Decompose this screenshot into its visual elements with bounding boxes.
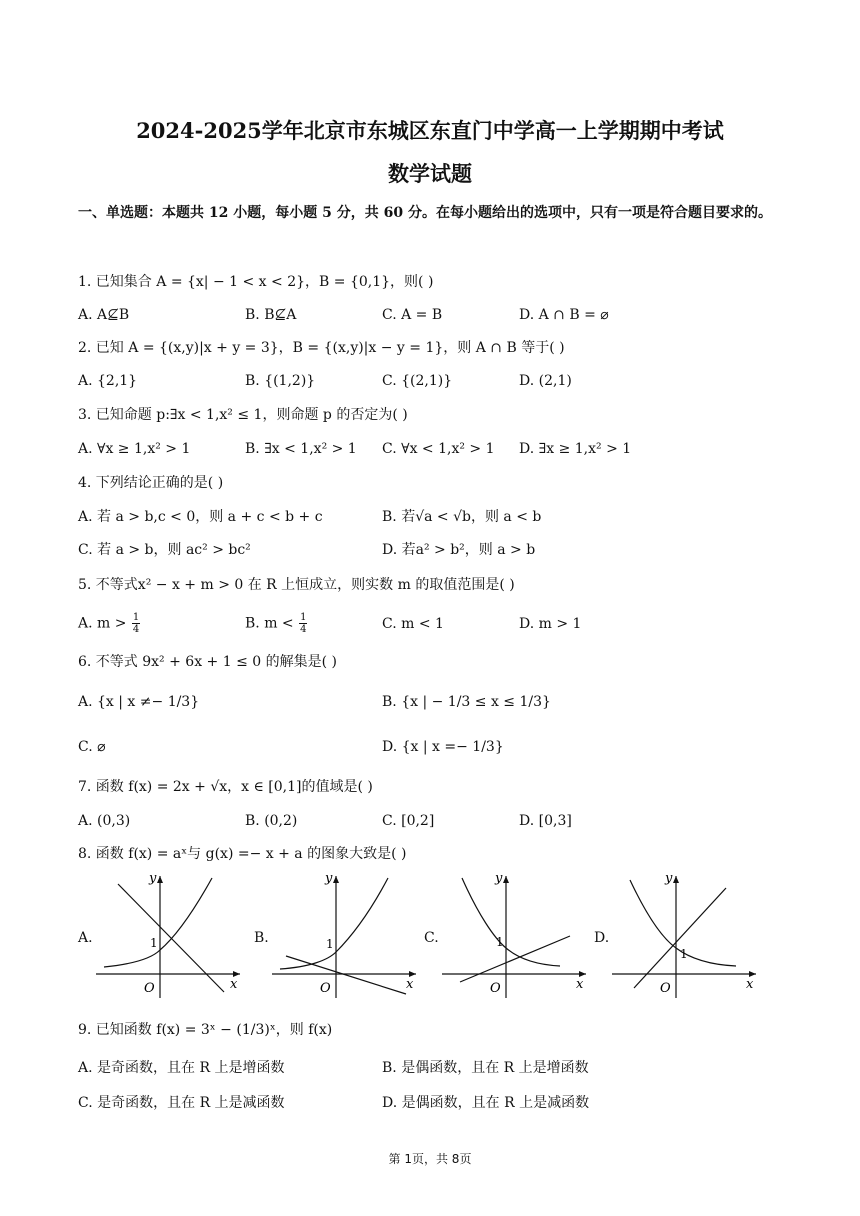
q5-option-a-text: A. m > <box>78 615 131 632</box>
q9-option-d: D. 是偶函数，且在 R 上是减函数 <box>382 1095 590 1111</box>
q5-option-b-text: B. m < <box>245 615 299 632</box>
y-axis-label: y <box>325 871 333 886</box>
q8-figure-d-label: D. <box>594 930 610 946</box>
q6-option-b: B. {x | − 1/3 ≤ x ≤ 1/3} <box>382 694 551 710</box>
q8-figure-a-label: A. <box>78 930 93 946</box>
q6-option-d: D. {x | x =− 1/3} <box>382 739 504 755</box>
q1-option-c: C. A = B <box>382 307 443 323</box>
exam-subtitle: 数学试题 <box>388 161 472 186</box>
tick-label-one: 1 <box>150 936 158 950</box>
y-axis-label: y <box>495 871 503 886</box>
q7-option-a: A. (0,3) <box>78 813 131 829</box>
x-axis-label: x <box>230 977 238 992</box>
tick-label-one: 1 <box>326 937 334 951</box>
section-header: 一、单选题：本题共 12 小题，每小题 5 分，共 60 分。在每小题给出的选项中，只有一项是符合题目要求的。 <box>78 205 772 221</box>
question-1-stem: 1. 已知集合 A = {x| − 1 < x < 2}，B = {0,1}，则( ) <box>78 274 434 290</box>
question-9-stem: 9. 已知函数 f(x) = 3ˣ − (1/3)ˣ，则 f(x) <box>78 1022 333 1038</box>
x-axis-label: x <box>576 977 584 992</box>
q7-option-b: B. (0,2) <box>245 813 298 829</box>
origin-label: O <box>490 981 501 996</box>
q3-option-c: C. ∀x < 1,x² > 1 <box>382 441 495 457</box>
graph-d <box>610 870 760 1000</box>
origin-label: O <box>320 981 331 996</box>
q3-option-a: A. ∀x ≥ 1,x² > 1 <box>78 441 191 457</box>
q2-option-c: C. {(2,1)} <box>382 373 453 389</box>
question-7-stem: 7. 函数 f(x) = 2x + √x，x ∈ [0,1]的值域是( ) <box>78 779 373 795</box>
x-axis-label: x <box>746 977 754 992</box>
question-2-stem: 2. 已知 A = {(x,y)|x + y = 3}，B = {(x,y)|x − y = 1}，则 A ∩ B 等于( ) <box>78 340 565 356</box>
q5-option-d: D. m > 1 <box>519 616 582 632</box>
q8-figure-b <box>254 870 424 1000</box>
tick-label-one: 1 <box>680 947 688 961</box>
fraction: $\frac{1}{4}$ <box>300 612 307 635</box>
origin-label: O <box>144 981 155 996</box>
y-axis-label: y <box>665 871 673 886</box>
q3-option-d: D. ∃x ≥ 1,x² > 1 <box>519 441 632 457</box>
x-axis-label: x <box>406 977 414 992</box>
q7-option-c: C. [0,2] <box>382 813 435 829</box>
graph-a <box>94 870 244 1000</box>
q1-option-a: A. A⊈B <box>78 307 130 323</box>
q1-option-d: D. A ∩ B = ⌀ <box>519 307 609 323</box>
q4-option-a: A. 若 a > b,c < 0，则 a + c < b + c <box>78 509 323 525</box>
tick-label-one: 1 <box>496 935 504 949</box>
q7-option-d: D. [0,3] <box>519 813 572 829</box>
q5-option-b <box>245 612 308 635</box>
graph-b <box>270 870 420 1000</box>
exam-title: 2024-2025学年北京市东城区东直门中学高一上学期期中考试 <box>136 118 724 143</box>
question-5-stem: 5. 不等式x² − x + m > 0 在 R 上恒成立，则实数 m 的取值范围是( ) <box>78 577 515 593</box>
question-3-stem: 3. 已知命题 p:∃x < 1,x² ≤ 1，则命题 p 的否定为( ) <box>78 407 408 423</box>
q2-option-d: D. (2,1) <box>519 373 572 389</box>
page-footer: 第 1页，共 8页 <box>388 1152 472 1166</box>
q8-figure-d <box>594 870 764 1000</box>
question-6-stem: 6. 不等式 9x² + 6x + 1 ≤ 0 的解集是( ) <box>78 654 338 670</box>
q9-option-c: C. 是奇函数，且在 R 上是减函数 <box>78 1095 285 1111</box>
q9-option-a: A. 是奇函数，且在 R 上是增函数 <box>78 1060 285 1076</box>
q8-figure-c <box>424 870 594 1000</box>
question-4-stem: 4. 下列结论正确的是( ) <box>78 475 224 491</box>
q6-option-a: A. {x | x ≠− 1/3} <box>78 694 200 710</box>
q2-option-b: B. {(1,2)} <box>245 373 316 389</box>
graph-c <box>440 870 590 1000</box>
q8-figure-a <box>78 870 248 1000</box>
q5-option-c: C. m < 1 <box>382 616 444 632</box>
q8-figures <box>78 870 778 1000</box>
q6-option-c: C. ⌀ <box>78 739 106 755</box>
origin-label: O <box>660 981 671 996</box>
fraction: $\frac{1}{4}$ <box>132 612 140 635</box>
q5-option-a <box>78 612 141 635</box>
q2-option-a: A. {2,1} <box>78 373 138 389</box>
q8-figure-b-label: B. <box>254 930 269 946</box>
q4-option-d: D. 若a² > b²，则 a > b <box>382 542 536 558</box>
q3-option-b: B. ∃x < 1,x² > 1 <box>245 441 357 457</box>
q9-option-b: B. 是偶函数，且在 R 上是增函数 <box>382 1060 589 1076</box>
q4-option-c: C. 若 a > b，则 ac² > bc² <box>78 542 251 558</box>
q4-option-b: B. 若√a < √b，则 a < b <box>382 509 542 525</box>
q8-figure-c-label: C. <box>424 930 439 946</box>
question-8-stem: 8. 函数 f(x) = aˣ与 g(x) =− x + a 的图象大致是( ) <box>78 846 407 862</box>
y-axis-label: y <box>149 871 157 886</box>
q1-option-b: B. B⊈A <box>245 307 297 323</box>
